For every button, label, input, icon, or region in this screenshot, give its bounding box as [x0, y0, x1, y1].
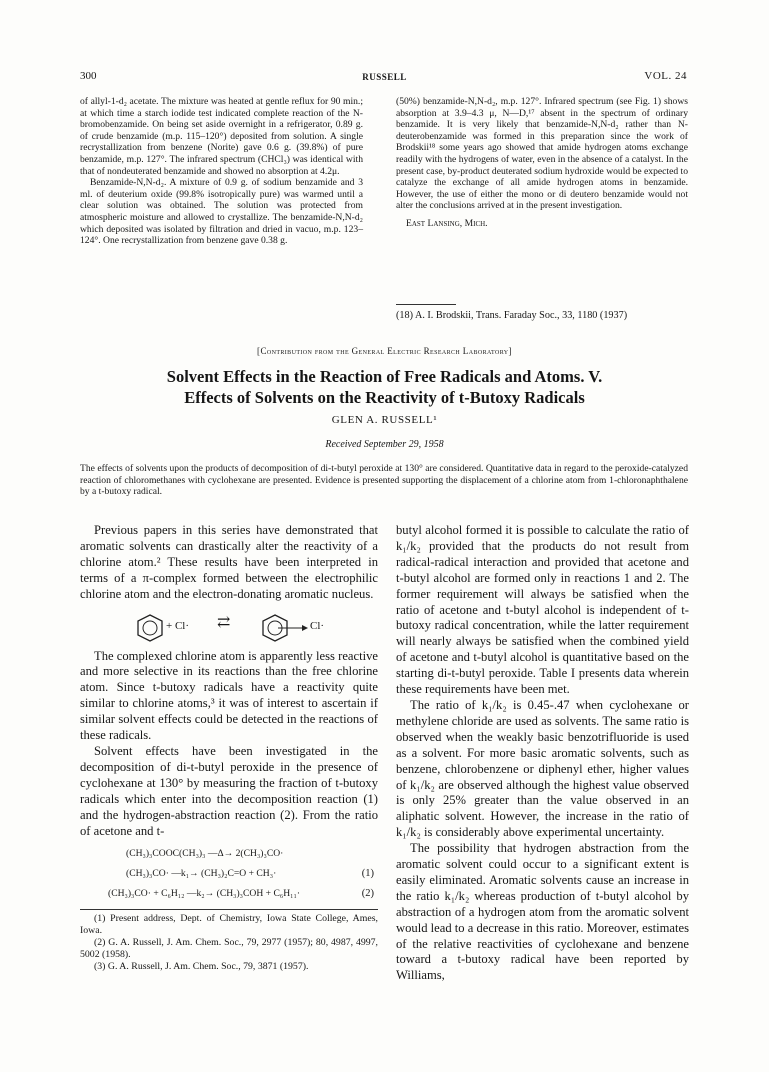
arrowhead-icon [302, 625, 308, 631]
body-paragraph: butyl alcohol formed it is possible to calculate the ratio of k₁/k₂ provided that the products do not result from radical-radical interaction and provided that acetone and t-butyl alcohol are formed only in reactions 1 and 2. The former requirement will always be satisfied when the ratio of acetone and t-butyl alcohol is independent of t-butoxy radical concentration, while the latter requirement will nearly always be satisfied when the combined yield of acetone and t-butyl alcohol is quantitative based on the starting di-t-butyl peroxide. Table I presents data wherein these requirements have been met. [396, 523, 689, 697]
footnote: (2) G. A. Russell, J. Am. Chem. Soc., 79, 2977 (1957); 80, 4987, 4997, 5002 (1958). [80, 937, 378, 960]
contribution-line: [Contribution from the General Electric Research Laboratory] [257, 346, 512, 356]
abstract: The effects of solvents upon the products of decomposition of di-t-butyl peroxide at 130° are considered. Quantitative data in regard to the peroxide-catalyzed reaction of chloromethanes with cyclohexane are presented. Evidence is presented supporting the displacement of a chlorine atom from 1-chloronaphthalene by a t-butoxy radical. [80, 463, 688, 497]
aromatic-circle-icon [143, 621, 157, 635]
article-title [0, 366, 769, 408]
prev-article-left-column [80, 96, 363, 247]
body-left-column [80, 523, 378, 972]
equation-text: (CH₃)₃COOC(CH₃)₃ —Δ→ 2(CH₃)₃CO· [126, 848, 284, 860]
scheme-right-label: Cl· [310, 619, 325, 632]
page-number: 300 [80, 70, 97, 82]
scheme-left-label: + Cl· [166, 619, 190, 632]
author-name: GLEN A. RUSSELL¹ [331, 414, 438, 426]
equation-0 [80, 845, 378, 865]
footnote: (1) Present address, Dept. of Chemistry, Iowa State College, Ames, Iowa. [80, 913, 378, 937]
body-paragraph: The possibility that hydrogen abstraction from the aromatic solvent could occur to a significant extent is easily eliminated. Aromatic solvents cause an increase in the ratio k₁/k₂ whereas production of t-butyl alcohol by abstraction of a hydrogen atom from the aromatic solvent would lead to a decrease in this ratio. Moreover, estimates of the relative reactivities of cyclohexane and benzene toward a t-butoxy radical have been reported by Williams, [396, 841, 689, 983]
title-line: Solvent Effects in the Reaction of Free Radicals and Atoms. V. [166, 367, 603, 386]
equation-number: (2) [361, 888, 374, 900]
equation-1 [80, 865, 378, 885]
running-head: RUSSELL [362, 72, 407, 82]
footnote: (3) G. A. Russell, J. Am. Chem. Soc., 79, 3871 (1957). [94, 960, 309, 972]
prev-article-right-column [396, 96, 688, 230]
location-line: East Lansing, Mich. [406, 217, 488, 229]
equilibrium-arrow: ⇄ [217, 613, 231, 631]
prev-article-paragraph: of allyl-1-d₂ acetate. The mixture was heated at gentle reflux for 90 min.; at which time a starch iodide test indicated complete reaction of the N-bromobenzamide. On being set aside overnight in a refrigerator, 0.89 g. of crude benzamide (m.p. 115–120°) deposited from solution. A single recrystallization from benzene (Norite) gave 0.6 g. (39.8%) of pure benzamide, m.p. 127°. The infrared spectrum (CHCl₃) was identical with that of nondeuterated benzamide and showed no absorption at 4.2μ. [80, 96, 363, 177]
footnotes [80, 913, 378, 972]
footnote-rule [80, 909, 378, 910]
equation-2 [80, 885, 378, 905]
equation-text: (CH₃)₃CO· + C₆H₁₂ —k₂→ (CH₃)₃COH + C₆H₁₁· [108, 888, 301, 900]
body-paragraph: Previous papers in this series have demonstrated that aromatic solvents can drastically alter the reactivity of a chlorine atom.² These results have been interpreted in terms of a π-complex formed between the electrophilic chlorine atom and the electron-donating aromatic nucleus. [80, 523, 378, 601]
body-paragraph: The ratio of k₁/k₂ is 0.45-.47 when cyclohexane or methylene chloride are used as solvents. The same ratio is observed when the weakly basic benzotrifluoride is used as a solvent. For more basic aromatic solvents, such as benzene, chlorobenzene or diphenyl ether, higher values of k₁/k₂ are observed although the highest value observed is only 25% greater than the value observed in an aliphatic solvent. However, the increase in the ratio of k₁/k₂ is considerably above experimental uncertainty. [396, 697, 689, 840]
equation-text: (CH₃)₃CO· —k₁→ (CH₃)₂C=O + CH₃· [126, 868, 277, 880]
body-right-column [396, 523, 689, 984]
body-paragraph: Solvent effects have been investigated in the decomposition of di-t-butyl peroxide in the presence of cyclohexane at 130° by measuring the fraction of t-butoxy radicals which enter into the decomposition reaction (1) and the hydrogen-abstraction reaction (2). From the ratio of acetone and t- [80, 743, 378, 838]
received-date: Received September 29, 1958 [325, 439, 444, 450]
prev-article-footnote: (18) A. I. Brodskii, Trans. Faraday Soc., 33, 1180 (1937) [396, 310, 628, 321]
prev-article-paragraph: Benzamide-N,N-d₂. A mixture of 0.9 g. of sodium benzamide and 3 ml. of deuterium oxide (99.8% isotropically pure) was warmed until a clear solution was obtained. The solution was protected from atmospheric moisture and allowed to crystallize. The benzamide-N,N-d₂ which deposited was isolated by filtration and dried in vacuo, m.p. 123–124°. One recrystallization from benzene gave 0.38 g. [80, 177, 363, 247]
equation-number: (1) [361, 868, 374, 880]
body-paragraph: The complexed chlorine atom is apparently less reactive and more selective in its reactions than the free chlorine atom. Since t-butoxy radicals have a reactivity quite similar to chlorine atoms,³ it was of interest to ascertain if similar solvent effects could be detected in the reactions of these radicals. [80, 648, 378, 743]
prev-article-paragraph: (50%) benzamide-N,N-d₂, m.p. 127°. Infrared spectrum (see Fig. 1) shows absorption at 3.9–4.3 μ, N—D,¹⁷ absent in the spectrum of ordinary benzamide. It is very likely that benzamide-N,N-d₂ rather than N-deuterobenzamide was formed in this preparation since the work of Brodskii¹⁸ some years ago showed that amide hydrogen atoms exchange readily with the hydrogens of water, even in the absence of a catalyst. In the present case, by-product deuterated sodium hydroxide would be expected to catalyze the exchange of all amide hydrogen atoms in benzamide. However, the use of either the mono or di deutero benzamide would not alter the conclusions arrived at in the present investigation. [396, 96, 688, 212]
title-line: Effects of Solvents on the Reactivity of t-Butoxy Radicals [184, 388, 585, 407]
chlorine-complex-scheme [80, 609, 378, 645]
benzene-ring-icon [138, 615, 162, 641]
footnote-rule [396, 304, 456, 305]
volume-label: VOL. 24 [644, 70, 687, 82]
